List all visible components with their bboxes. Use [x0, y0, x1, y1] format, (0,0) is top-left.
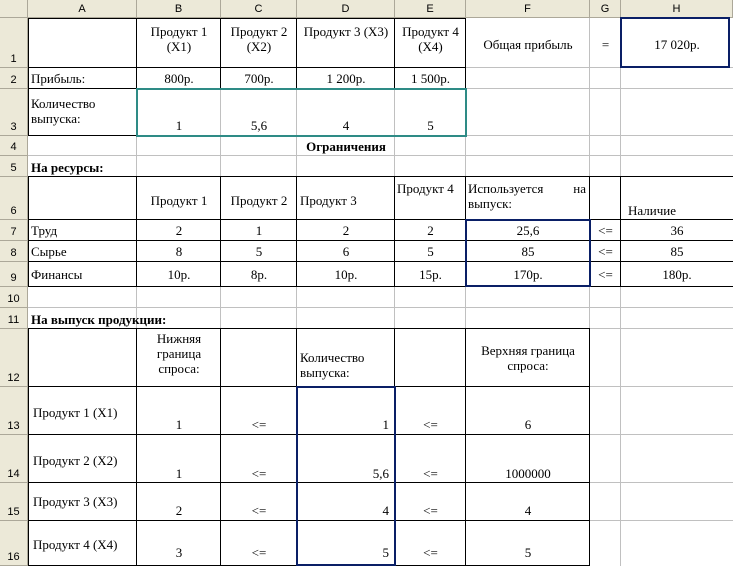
border-prod-r15: [28, 520, 590, 521]
border-res-top: [28, 176, 733, 177]
border-res-r8: [28, 261, 733, 262]
row-header-8[interactable]: 8: [0, 241, 28, 262]
cell-d4-constraints-title[interactable]: Ограничения: [306, 139, 386, 154]
border-prod-vf: [465, 328, 466, 566]
cell-f15[interactable]: 4: [524, 503, 532, 518]
cell-g8[interactable]: <=: [598, 244, 613, 259]
cell-a11-production-title[interactable]: На выпуск продукции:: [31, 312, 167, 327]
cell-g9[interactable]: <=: [598, 267, 613, 282]
cell-a9[interactable]: Финансы: [31, 267, 83, 282]
cell-d2[interactable]: 1 200р.: [326, 71, 366, 86]
cell-g1-equals[interactable]: =: [601, 37, 610, 52]
cell-a2[interactable]: Прибыль:: [31, 71, 86, 86]
cell-c13[interactable]: <=: [251, 417, 267, 432]
border-res-r6: [28, 219, 733, 220]
column-header-e[interactable]: E: [395, 0, 466, 18]
row-header-11[interactable]: 11: [0, 308, 28, 329]
select-all-corner[interactable]: [0, 0, 28, 18]
row-header-12[interactable]: 12: [0, 329, 28, 387]
cell-a13[interactable]: Продукт 1 (X1): [33, 405, 118, 420]
cell-b16[interactable]: 3: [175, 545, 183, 560]
cell-d9[interactable]: 10р.: [334, 267, 358, 282]
cell-c9[interactable]: 8р.: [250, 267, 268, 282]
row-header-1[interactable]: 1: [0, 18, 28, 68]
row-header-6[interactable]: 6: [0, 177, 28, 220]
cell-a3[interactable]: Количество выпуска:: [31, 96, 96, 126]
row-header-14[interactable]: 14: [0, 435, 28, 483]
cell-c2[interactable]: 700р.: [244, 71, 274, 86]
border-prod-vg: [589, 328, 590, 566]
border-prod-ve: [394, 328, 395, 566]
cell-b13[interactable]: 1: [175, 417, 183, 432]
border-v-a: [28, 18, 29, 136]
cell-d15[interactable]: 4: [382, 503, 389, 518]
cell-c1[interactable]: Продукт 2 (X2): [230, 24, 288, 54]
cell-d12[interactable]: Количество выпуска:: [300, 350, 365, 380]
cell-b2[interactable]: 800р.: [164, 71, 194, 86]
cell-h7[interactable]: 36: [670, 223, 684, 238]
border-top-table1: [28, 18, 466, 19]
border-r2: [28, 88, 466, 89]
cell-c16[interactable]: <=: [251, 545, 267, 560]
cell-e7[interactable]: 2: [427, 223, 434, 238]
cell-e14[interactable]: <=: [423, 466, 438, 481]
cell-b15[interactable]: 2: [175, 503, 183, 518]
cell-f13[interactable]: 6: [524, 417, 532, 432]
border-prod-top: [28, 328, 590, 329]
cell-b6[interactable]: Продукт 1: [150, 193, 208, 208]
cell-c8[interactable]: 5: [255, 244, 263, 259]
column-header-d[interactable]: D: [297, 0, 395, 18]
cell-c14[interactable]: <=: [251, 466, 267, 481]
cell-e8[interactable]: 5: [427, 244, 434, 259]
column-header-b[interactable]: B: [137, 0, 221, 18]
row-header-4[interactable]: 4: [0, 136, 28, 156]
cell-d6[interactable]: Продукт 3: [300, 193, 357, 208]
cell-b9[interactable]: 10р.: [167, 267, 191, 282]
cell-f12[interactable]: Верхняя граница спроса:: [481, 343, 575, 373]
cell-h1-total-value[interactable]: 17 020р.: [654, 37, 700, 52]
row-header-15[interactable]: 15: [0, 483, 28, 521]
cell-f16[interactable]: 5: [524, 545, 532, 560]
border-prod-vd: [296, 328, 297, 566]
row-header-13[interactable]: 13: [0, 387, 28, 435]
border-prod-r14: [28, 482, 590, 483]
border-prod-r13: [28, 434, 590, 435]
cell-b14[interactable]: 1: [175, 466, 183, 481]
border-prod-va: [28, 328, 29, 566]
cell-e9[interactable]: 15р.: [419, 267, 442, 282]
cell-c3[interactable]: 5,6: [250, 118, 268, 133]
cell-h6[interactable]: Наличие: [628, 203, 676, 218]
border-prod-vc: [220, 328, 221, 566]
cell-d1[interactable]: Продукт 3 (X3): [303, 24, 389, 39]
cell-a7[interactable]: Труд: [31, 223, 58, 238]
row-header-2[interactable]: 2: [0, 68, 28, 89]
cell-a5-resources-title[interactable]: На ресурсы:: [31, 160, 104, 175]
cell-c15[interactable]: <=: [251, 503, 267, 518]
border-prod-vb: [136, 328, 137, 566]
cell-b1[interactable]: Продукт 1 (X1): [150, 24, 208, 54]
cell-e13[interactable]: <=: [423, 417, 438, 432]
row-header-10[interactable]: 10: [0, 287, 28, 308]
column-header-h[interactable]: H: [621, 0, 733, 18]
grid-rows: [28, 18, 733, 566]
cell-f9[interactable]: 170р.: [513, 267, 543, 282]
cell-f1-total-label[interactable]: Общая прибыль: [483, 37, 573, 52]
cell-f8[interactable]: 85: [521, 244, 535, 259]
cell-b3[interactable]: 1: [175, 118, 183, 133]
cell-a8[interactable]: Сырье: [31, 244, 67, 259]
cell-c7[interactable]: 1: [255, 223, 263, 238]
cell-e15[interactable]: <=: [423, 503, 438, 518]
border-res-r9: [28, 286, 733, 287]
cell-g7[interactable]: <=: [598, 223, 613, 238]
border-res-va: [28, 176, 29, 287]
cell-d13[interactable]: 1: [382, 417, 389, 432]
cell-f14[interactable]: 1000000: [505, 466, 551, 481]
border-r3: [28, 135, 466, 136]
cell-b8[interactable]: 8: [175, 244, 183, 259]
cell-d7[interactable]: 2: [342, 223, 350, 238]
cell-e16[interactable]: <=: [423, 545, 438, 560]
cell-f6[interactable]: Используется на выпуск:: [468, 181, 586, 211]
row-header-9[interactable]: 9: [0, 262, 28, 287]
cell-d14[interactable]: 5,6: [372, 466, 389, 481]
row-header-5[interactable]: 5: [0, 156, 28, 177]
cell-f7[interactable]: 25,6: [516, 223, 540, 238]
column-header-g[interactable]: G: [590, 0, 621, 18]
row-header-7[interactable]: 7: [0, 220, 28, 241]
cell-c6[interactable]: Продукт 2: [230, 193, 288, 208]
cell-a14[interactable]: Продукт 2 (X2): [33, 453, 118, 468]
cell-d3[interactable]: 4: [342, 118, 350, 133]
cell-d8[interactable]: 6: [342, 244, 350, 259]
cell-h9[interactable]: 180р.: [662, 267, 692, 282]
cell-b7[interactable]: 2: [175, 223, 183, 238]
border-res-r7: [28, 240, 733, 241]
cell-a15[interactable]: Продукт 3 (X3): [33, 494, 118, 509]
row-header-3[interactable]: 3: [0, 89, 28, 136]
cell-e6[interactable]: Продукт 4: [397, 181, 454, 196]
column-header-f[interactable]: F: [466, 0, 590, 18]
cell-a16[interactable]: Продукт 4 (X4): [33, 537, 118, 552]
cell-e3[interactable]: 5: [427, 118, 434, 133]
border-r1: [28, 67, 466, 68]
cell-h8[interactable]: 85: [670, 244, 684, 259]
cell-e2[interactable]: 1 500р.: [411, 71, 450, 86]
cell-e1[interactable]: Продукт 4 (X4): [402, 24, 459, 54]
border-prod-r12: [28, 386, 590, 387]
row-header-16[interactable]: 16: [0, 521, 28, 566]
cell-d16[interactable]: 5: [382, 545, 389, 560]
column-header-c[interactable]: C: [221, 0, 297, 18]
cell-b12[interactable]: Нижняя граница спроса:: [156, 331, 202, 376]
column-header-a[interactable]: A: [28, 0, 137, 18]
